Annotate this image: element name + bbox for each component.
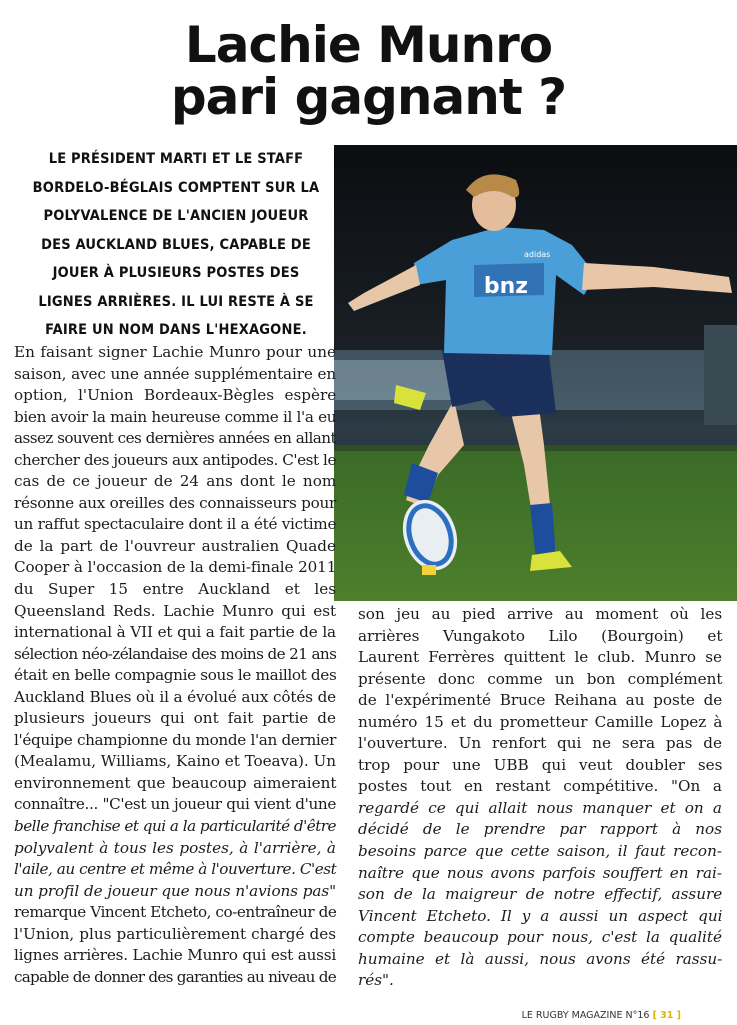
text-line: humaine et là aussi, nous avons été rassu-	[358, 949, 723, 968]
text-line: environnement que beaucoup aimeraient	[14, 773, 337, 792]
text-line: polyvalent à tous les postes, à l'arrière, à	[14, 838, 336, 857]
player-kicking-photo	[334, 145, 737, 601]
text-line: capable de donner des garanties au niveau de	[14, 967, 336, 986]
text-line: présente donc comme un bon complément	[358, 669, 723, 688]
text-line: Vincent Etcheto. Il y a aussi un aspect qui	[358, 906, 723, 925]
magazine-name: LE RUGBY MAGAZINE N°16	[521, 1010, 650, 1021]
lead-line: POLYVALENCE DE L'ANCIEN JOUEUR	[43, 208, 309, 224]
text-line: son de la maigreur de notre effectif, assure	[358, 885, 723, 904]
jersey-brand-text: adidas	[524, 250, 551, 259]
text-line: de la part de l'ouvreur australien Quade	[14, 536, 336, 555]
text-line: arrières Vungakoto Lilo (Bourgoin) et	[358, 626, 723, 645]
text-line: Laurent Ferrères quittent le club. Munro se	[358, 648, 722, 667]
text-line: plusieurs joueurs qui ont fait partie de	[14, 709, 336, 728]
text-line: Queensland Reds. Lachie Munro qui est	[14, 601, 337, 620]
text-line: option, l'Union Bordeaux-Bègles espère	[14, 386, 337, 405]
text-line: rés".	[358, 971, 394, 990]
lead-line: BORDELO-BÉGLAIS COMPTENT SUR LA	[32, 179, 320, 196]
lead-line: LE PRÉSIDENT MARTI ET LE STAFF	[48, 151, 304, 167]
article-column-1	[14, 342, 336, 988]
text-line: l'Union, plus particulièrement chargé des	[14, 924, 337, 943]
text-line: bien avoir la main heureuse comme il l'a eu	[14, 407, 337, 426]
text-line: connaître... "C'est un joueur qui vient d'une	[14, 795, 336, 814]
lead-line: DES AUCKLAND BLUES, CAPABLE DE	[41, 236, 311, 253]
text-line: belle franchise et qui a la particularité d'être	[14, 817, 336, 836]
lead-paragraph	[20, 145, 332, 345]
text-line: international à VII et qui a fait partie de la	[14, 623, 336, 642]
page-number: [ 31 ]	[652, 1010, 681, 1021]
text-line: un raffut spectaculaire dont il a été victime	[14, 515, 337, 534]
text-line: remarque Vincent Etcheto, co-entraîneur de	[14, 903, 337, 922]
text-line: numéro 15 et du prometteur Camille Lopez à	[358, 712, 723, 731]
text-line: était en belle compagnie sous le maillot des	[14, 666, 337, 685]
text-line: saison, avec une année supplémentaire en	[14, 364, 336, 383]
text-line: trop pour une UBB qui veut doubler ses	[358, 755, 723, 774]
text-line: son jeu au pied arrive au moment où les	[358, 605, 723, 623]
text-line: décidé de le prendre par rapport à nos	[358, 820, 722, 839]
page-footer	[522, 1010, 681, 1021]
text-line: compte beaucoup pour nous, c'est la qualité	[358, 928, 722, 947]
article-column-2	[358, 604, 722, 992]
text-line: postes tout en restant compétitive. "On a	[358, 777, 722, 796]
text-line: l'ouverture. Un renfort qui ne sera pas de	[358, 734, 722, 753]
lead-line: FAIRE UN NOM DANS L'HEXAGONE.	[45, 322, 307, 338]
text-line: lignes arrières. Lachie Munro qui est aussi	[14, 946, 336, 965]
text-line: assez souvent ces dernières années en allant	[14, 429, 336, 448]
article-title-line2: pari gagnant ?	[170, 68, 567, 126]
text-line: En faisant signer Lachie Munro pour une	[14, 343, 336, 361]
text-line: du Super 15 entre Auckland et les	[14, 580, 336, 599]
text-line: regardé ce qui allait nous manquer et on a	[358, 798, 722, 817]
text-line: Cooper à l'occasion de la demi-finale 2011	[14, 558, 337, 577]
text-line: sélection néo-zélandaise des moins de 21 ans	[14, 644, 337, 663]
text-line: un profil de joueur que nous n'avions pas"	[14, 881, 336, 900]
text-line: de l'expérimenté Bruce Reihana au poste de	[358, 691, 723, 710]
article-title-line1: Lachie Munro	[184, 16, 553, 74]
text-line: cas de ce joueur de 24 ans dont le nom	[14, 472, 337, 491]
text-line: Auckland Blues où il a évolué aux côtés de	[14, 687, 336, 706]
lead-line: JOUER À PLUSIEURS POSTES DES	[52, 265, 300, 281]
text-line: naître que nous avons parfois souffert en rai-	[358, 863, 722, 882]
text-line: chercher des joueurs aux antipodes. C'est le	[14, 450, 336, 469]
lead-line: LIGNES ARRIÈRES. IL LUI RESTE À SE	[38, 293, 314, 310]
text-line: l'aile, au centre et même à l'ouverture. C'est	[14, 860, 337, 879]
text-line: (Mealamu, Williams, Kaino et Toeava). Un	[14, 752, 336, 771]
text-line: besoins parce que cette saison, il faut recon-	[358, 842, 722, 861]
text-line: l'équipe championne du monde l'an dernier	[14, 730, 336, 749]
text-line: résonne aux oreilles des connaisseurs pour	[14, 493, 336, 512]
jersey-sponsor-text: bnz	[483, 274, 529, 299]
